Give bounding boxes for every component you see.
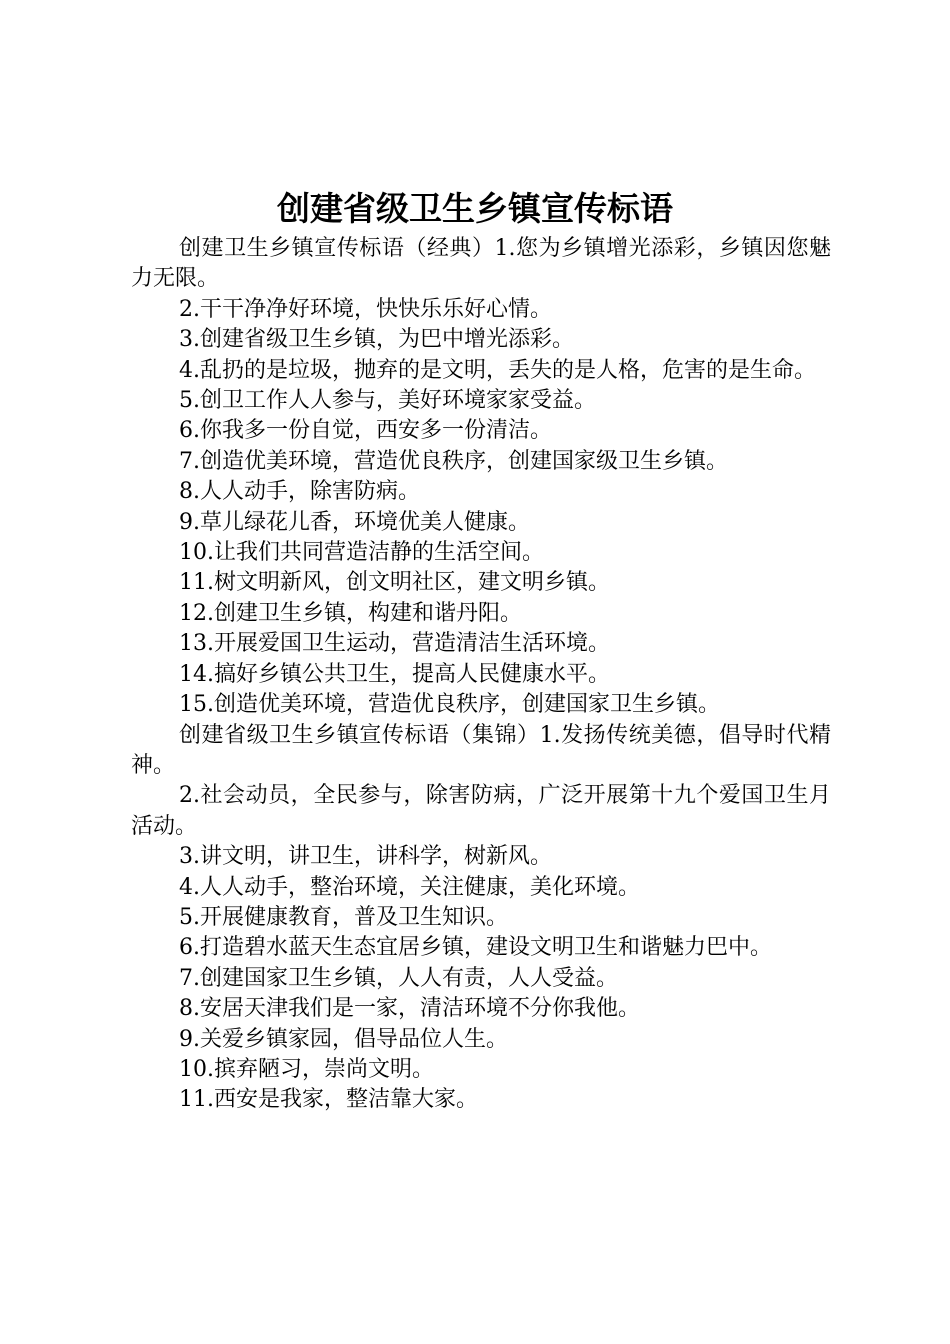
paragraph: 5.创卫工作人人参与，美好环境家家受益。 <box>179 388 596 414</box>
paragraph: 8.人人动手，除害防病。 <box>179 479 420 505</box>
paragraph: 4.人人动手，整治环境，关注健康，美化环境。 <box>179 874 640 900</box>
paragraph: 5.开展健康教育，普及卫生知识。 <box>179 904 508 930</box>
paragraph: 9.关爱乡镇家园，倡导品位人生。 <box>179 1026 508 1052</box>
paragraph: 10.让我们共同营造洁静的生活空间。 <box>179 540 544 566</box>
paragraph: 2.干干净净好环境，快快乐乐好心情。 <box>179 296 552 322</box>
document-body <box>131 234 831 1116</box>
paragraph: 3.讲文明，讲卫生，讲科学，树新风。 <box>179 844 552 870</box>
paragraph: 8.安居天津我们是一家，清洁环境不分你我他。 <box>179 996 640 1022</box>
paragraph: 14.搞好乡镇公共卫生，提高人民健康水平。 <box>179 661 610 687</box>
paragraph: 7.创建国家卫生乡镇，人人有责，人人受益。 <box>179 965 618 991</box>
paragraph: 3.创建省级卫生乡镇，为巴中增光添彩。 <box>179 327 574 353</box>
paragraph: 创建省级卫生乡镇宣传标语（集锦）1.发扬传统美德，倡导时代精神。 <box>131 722 831 778</box>
paragraph: 9.草儿绿花儿香，环境优美人健康。 <box>179 509 530 535</box>
paragraph: 6.你我多一份自觉，西安多一份清洁。 <box>179 418 552 444</box>
paragraph: 创建卫生乡镇宣传标语（经典）1.您为乡镇增光添彩，乡镇因您魅力无限。 <box>131 236 831 292</box>
paragraph: 12.创建卫生乡镇，构建和谐丹阳。 <box>179 600 522 626</box>
paragraph: 7.创造优美环境，营造优良秩序，创建国家级卫生乡镇。 <box>179 448 728 474</box>
paragraph: 11.树文明新风，创文明社区，建文明乡镇。 <box>179 570 610 596</box>
paragraph: 11.西安是我家，整洁靠大家。 <box>179 1087 478 1113</box>
paragraph: 15.创造优美环境，营造优良秩序，创建国家卫生乡镇。 <box>179 692 720 718</box>
paragraph: 10.摈弃陋习，崇尚文明。 <box>179 1056 434 1082</box>
paragraph: 6.打造碧水蓝天生态宜居乡镇，建设文明卫生和谐魅力巴中。 <box>179 935 772 961</box>
paragraph: 4.乱扔的是垃圾，抛弃的是文明，丢失的是人格，危害的是生命。 <box>179 357 816 383</box>
document-title: 创建省级卫生乡镇宣传标语 <box>277 189 673 228</box>
paragraph: 2.社会动员，全民参与，除害防病，广泛开展第十九个爱国卫生月活动。 <box>131 783 831 839</box>
paragraph: 13.开展爱国卫生运动，营造清洁生活环境。 <box>179 631 610 657</box>
